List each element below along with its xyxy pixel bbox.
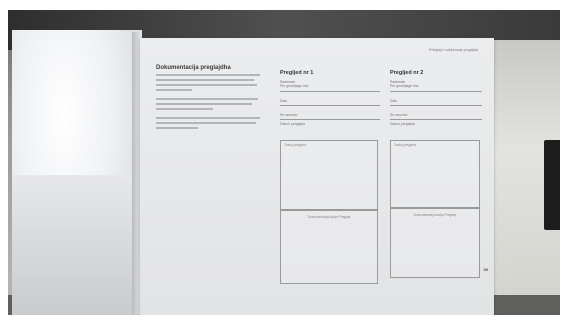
form-field <box>390 108 482 120</box>
text-line <box>156 127 198 129</box>
form-field <box>280 108 380 120</box>
text-line <box>156 103 252 105</box>
right-page <box>140 38 494 315</box>
text-line <box>156 117 260 119</box>
field-label: Re rarumisi <box>390 113 408 117</box>
box-label: Zastoj pregjeda <box>394 143 416 147</box>
box-label: Zastoj pregjeda <box>284 143 306 147</box>
intro-paragraphs <box>156 74 260 132</box>
box-heading: Datum preglajda <box>280 122 305 126</box>
section-title: Dokumentacija preglajdha <box>156 65 231 71</box>
running-head: Prieglajd i održavanje proglajda <box>429 48 478 52</box>
photo-frame <box>8 10 560 315</box>
notes-box-top <box>280 140 378 210</box>
device-screen <box>544 140 560 230</box>
text-line <box>156 89 192 91</box>
field-label: Pre grudeljage ime <box>280 84 309 88</box>
left-page-lower <box>12 175 142 315</box>
field-label: Pre grudeljage ime <box>390 84 419 88</box>
box-label: Dokumentacija kacija Preglaje <box>307 215 351 219</box>
text-line <box>156 84 257 86</box>
field-label: Datu <box>390 99 398 103</box>
box-label: Dokumentacija kacija Preglaje <box>413 213 457 217</box>
text-line <box>156 79 254 81</box>
text-line <box>156 98 258 100</box>
notes-box-bottom <box>280 210 378 284</box>
column-title: Pregljed nr 2 <box>390 70 424 76</box>
form-field <box>390 80 482 92</box>
inspection-column-2 <box>390 70 482 126</box>
form-field <box>280 94 380 106</box>
field-label: Rastoanie <box>280 80 296 84</box>
text-line <box>156 122 256 124</box>
column-title: Pregljed nr 1 <box>280 70 314 76</box>
form-field <box>390 94 482 106</box>
text-line <box>156 74 260 76</box>
text-line <box>156 108 213 110</box>
field-label: Re rarumisi <box>280 113 298 117</box>
notes-box-bottom <box>390 208 480 278</box>
page-number: 99 <box>483 267 488 272</box>
box-heading: Datum preglajda <box>390 122 415 126</box>
form-field <box>280 80 380 92</box>
field-label: Datu <box>280 99 288 103</box>
notes-box-top <box>390 140 480 208</box>
field-label: Rastoanie <box>390 80 406 84</box>
inspection-column-1 <box>280 70 380 126</box>
